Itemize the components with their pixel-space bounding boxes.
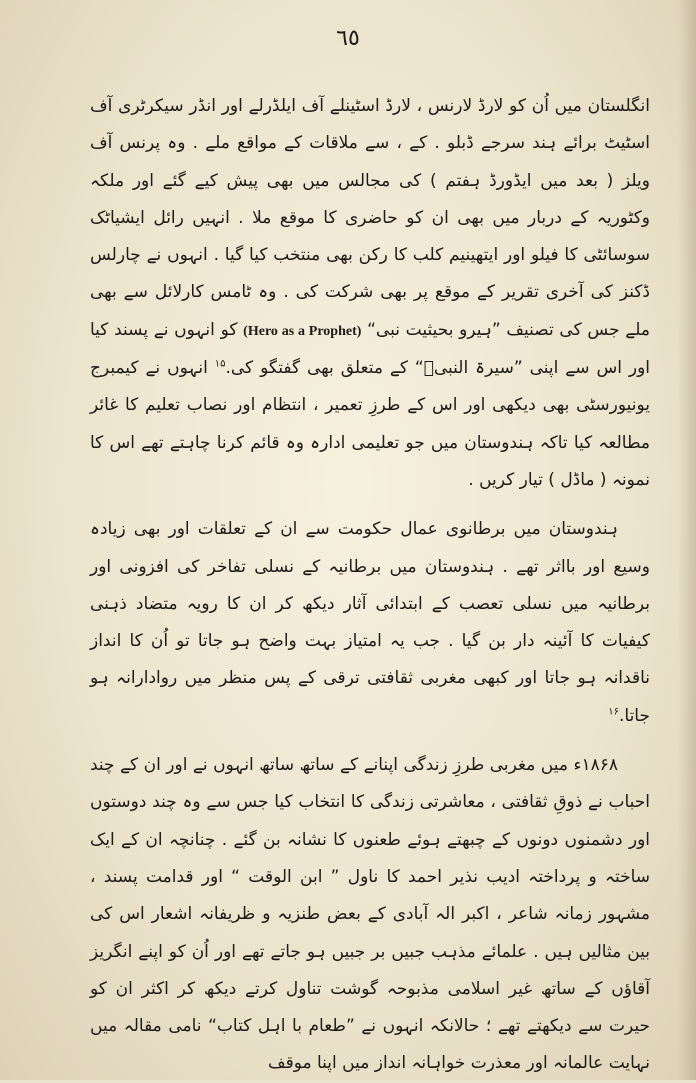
paragraph-text: انگلستان میں اُن کو لارڈ لارنس ، لارڈ اسٹینلے آف ایلڈرلے اور انڈر سیکرٹری آف اسٹیٹ برائے ہند سرجے ڈبلو . کے ، سے ملاقات کے مواقع ملے . وہ پرنس آف ویلز ( بعد میں ایڈورڈ ہفتم ) کی مجالس میں بھی پیش کیے گئے اور ملکہ وکٹوریہ کے دربار میں بھی ان کو حاضری کا موقع ملا . انہیں رائل ایشیاٹک سوسائٹی کا فیلو اور ایتھینیم کلب کا رکن بھی منتخب کیا گیا . انہوں نے چارلس ڈکنز کی آخری تقریر کے موقع پر بھی شرکت کی . وہ ٹامس کارلائل سے بھی ملے جس کی تصنیف ”ہیرو بحیثیت نبی“ <box>90 96 650 340</box>
paragraph-p2 <box>90 511 650 735</box>
page-number: ٦٥ <box>336 26 360 51</box>
paragraph-text: انہوں نے کیمبرج یونیورسٹی بھی دیکھی اور اس کے طرزِ تعمیر ، انتظام اور نصاب تعلیم کا غائر مطالعہ کیا تاکہ ہندوستان میں جو تعلیمی ادارہ وہ قائم کرنا چاہتے تھے اس کا نمونہ ( ماڈل ) تیار کریں . <box>90 358 650 490</box>
paragraph-text: کو انہوں نے پسند کیا اور اس سے اپنی ”سیرۃ النبیؐ“ کے متعلق بھی گفتگو کی. <box>90 319 651 379</box>
footnote-marker: ۱۶ <box>608 706 619 718</box>
english-title: (Hero as a Prophet) <box>243 323 362 339</box>
paragraph-text: ۱۸۶۸ء میں مغربی طرزِ زندگی اپنانے کے ساتھ ساتھ انہوں نے اور ان کے چند احباب نے ذوقِ ثقافتی ، معاشرتی زندگی کا انتخاب کیا جس سے وہ چند دوستوں اور دشمنوں دونوں کے چبھتے ہوئے طعنوں کا نشانہ بن گئے . چنانچہ ان کے ایک ساختہ و پرداختہ ادیب نذیر احمد کا ناول ” ابن الوقت “ اور قدامت پسند ، مشہور زمانہ شاعر ، اکبر الہ آبادی کے بعض طنزیہ و ظریفانہ اشعار اس کی بین مثالیں ہیں . علمائے مذہب جبیں بر جبیں ہو جاتے تھے اور اُن کو اپنے انگریز آقاؤں کے ساتھ غیر اسلامی مذبوحہ گوشت تناول کرتے دیکھ کر اکثر ان کو حیرت سے دیکھتے تھے ؛ حالانکہ انہوں نے ”طعام با اہل کتاب“ نامی مقالہ میں نہایت عالمانہ اور معذرت خواہانہ انداز میں اپنا موقف <box>90 755 650 1074</box>
paragraph-text: ہندوستان میں برطانوی عمال حکومت سے ان کے تعلقات اور بھی زیادہ وسیع اور بااثر تھے . ہندوستان میں برطانیہ کے نسلی تفاخر کی افزونی اور برطانیہ میں نسلی تعصب کے ابتدائی آثار دیکھ کر ان کا رویہ متضاد ذہنی کیفیات کا آئینہ دار بن گیا . جب یہ امتیاز بہت واضح ہو جاتا تو اُن کا انداز ناقدانہ ہو جاتا اور کبھی مغربی ثقافتی ترقی کے پس منظر میں روادارانہ ہو جاتا. <box>90 519 650 726</box>
paragraph-p3 <box>90 747 650 1083</box>
body-text <box>90 88 650 1083</box>
footnote-marker: ۱۵ <box>214 358 226 370</box>
paragraph-p1 <box>90 88 650 499</box>
page-edge-shadow <box>678 0 696 1080</box>
